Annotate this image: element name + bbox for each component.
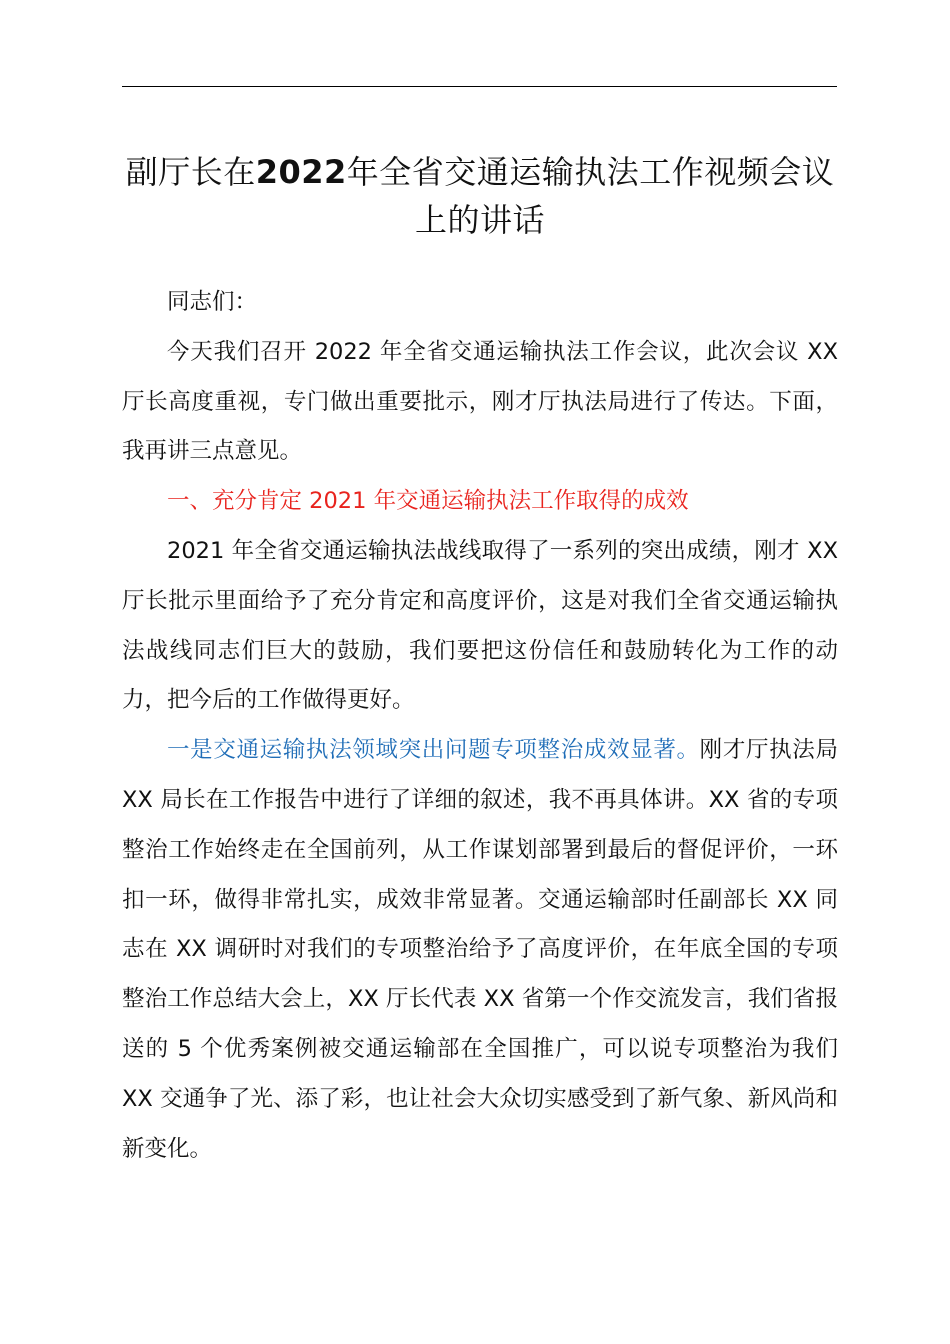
intro-paragraph: 今天我们召开 2022 年全省交通运输执法工作会议，此次会议 XX 厅长高度重视，专门做出重要批示，刚才厅执法局进行了传达。下面，我再讲三点意见。	[122, 338, 838, 465]
point-body: 刚才厅执法局 XX 局长在工作报告中进行了详细的叙述，我不再具体讲。XX 省的专项整治工作始终走在全国前列，从工作谋划部署到最后的督促评价，一环扣一环，做得非常扎实，成效非常显著。交通运输部时任副部长 XX 同志在 XX 调研时对我们的专项整治给予了高度评价，在年底全国的专项整治工作总结大会上，XX 厅长代表 XX 省第一个作交流发言，我们省报送的 5 个优秀案例被交通运输部在全国推广，可以说专项整治为我们 XX 交通争了光、添了彩，也让社会大众切实感受到了新气象、新风尚和新变化。	[122, 737, 838, 1162]
title-prefix: 副厅长在	[125, 153, 256, 191]
section-heading: 一、充分肯定 2021 年交通运输执法工作取得的成效	[167, 488, 689, 515]
document-body	[122, 278, 838, 1174]
point-lead: 一是交通运输执法领域突出问题专项整治成效显著。	[167, 737, 700, 764]
salutation: 同志们：	[167, 289, 258, 315]
header-rule	[122, 86, 837, 87]
page-title	[110, 148, 850, 244]
title-year: 2022	[255, 153, 347, 191]
point-paragraph	[122, 726, 838, 1174]
title-suffix: 年全省交通运输执法工作视频会议上的讲话	[346, 153, 835, 239]
section-paragraph: 2021 年全省交通运输执法战线取得了一系列的突出成绩，刚才 XX 厅长批示里面给予了充分肯定和高度评价，这是对我们全省交通运输执法战线同志们巨大的鼓励，我们要把这份信任和鼓励转化为工作的动力，把今后的工作做得更好。	[122, 537, 838, 714]
